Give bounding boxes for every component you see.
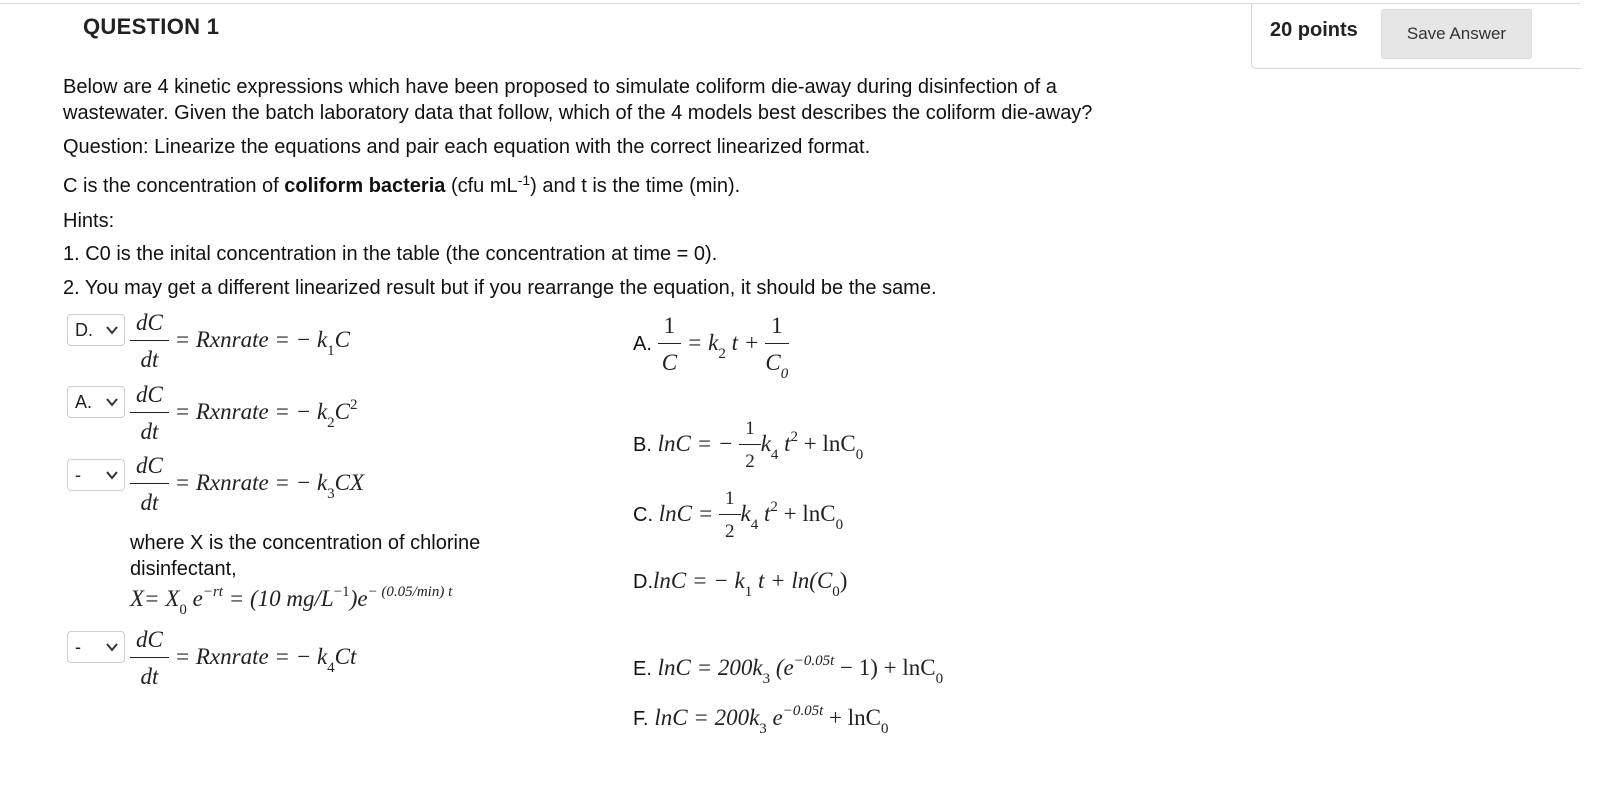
- intro-line-1: Below are 4 kinetic expressions which have been proposed to simulate coliform die-away during disinfection of a: [63, 76, 1057, 98]
- question-title: QUESTION 1: [83, 14, 220, 39]
- denominator: 2: [745, 451, 755, 472]
- where-line-2: disinfectant,: [130, 558, 237, 580]
- answer-option-f: [633, 703, 889, 737]
- dt-denominator: dt: [140, 664, 159, 689]
- dc-numerator: dC: [130, 310, 169, 341]
- k-subscript: 2: [718, 345, 726, 362]
- denominator: C: [661, 350, 678, 375]
- hint-1: 1. C0 is the inital concentration in the table (the concentration at time = 0).: [63, 243, 718, 265]
- rate-tail: C: [334, 398, 351, 424]
- d-eq: lnC = − k: [653, 568, 745, 593]
- option-label: E.: [633, 658, 652, 680]
- k-subscript: 4: [750, 516, 759, 533]
- e-eq: lnC = 200k: [657, 655, 763, 680]
- x-exponent: −rt: [202, 584, 223, 600]
- c0-subscript: 0: [835, 516, 844, 533]
- chevron-down-icon: [105, 640, 119, 654]
- chlorine-decay-equation: [130, 584, 453, 618]
- c0-subscript: 0: [780, 366, 789, 382]
- x-eq-c: )e: [349, 586, 368, 611]
- numerator: 1: [719, 488, 741, 515]
- b-lhs: lnC = −: [657, 430, 734, 456]
- rate-tail: Ct: [334, 643, 357, 669]
- a-mid: = k: [686, 329, 719, 355]
- hint-2: 2. You may get a different linearized result but if you rearrange the equation, it should be the same.: [63, 277, 937, 299]
- option-label: A.: [633, 332, 652, 355]
- rate-exponent: 2: [350, 396, 358, 413]
- a-t: t +: [725, 329, 760, 355]
- c-lhs: lnC =: [658, 500, 714, 526]
- k-subscript: 4: [327, 659, 335, 676]
- conc-bold-term: coliform bacteria: [284, 175, 446, 197]
- answer-option-a: A. $\frac{1}{C}$ = $k_2$ t + $\frac{1}{C_0}$: [633, 313, 789, 382]
- c-tail: + lnC: [777, 500, 836, 526]
- c-t: t: [758, 500, 771, 526]
- rate-equation-1: [130, 310, 350, 373]
- conc-text-pre: C is the concentration of: [63, 175, 285, 197]
- x-exp-base: e: [186, 586, 203, 611]
- match-select-4[interactable]: [67, 631, 125, 663]
- option-label: D.: [633, 571, 653, 593]
- conc-unit-exponent: -1: [517, 172, 531, 188]
- answer-option-d: [633, 568, 848, 600]
- match-select-2[interactable]: [67, 386, 125, 418]
- select-value: A.: [75, 391, 93, 412]
- rxnrate-expression: = Rxnrate = − k: [174, 398, 328, 424]
- answer-option-e: [633, 653, 944, 687]
- option-label: B.: [633, 433, 652, 456]
- d-tail: t + ln(C: [752, 568, 833, 593]
- k-subscript: 3: [327, 485, 335, 502]
- f-tail: + lnC: [823, 705, 881, 730]
- rate-tail: CX: [334, 469, 365, 495]
- select-value: -: [75, 636, 81, 657]
- answer-option-b: [633, 418, 863, 473]
- e-mid: (e: [770, 655, 794, 680]
- t-exponent: 2: [790, 428, 799, 445]
- dt-denominator: dt: [140, 490, 159, 515]
- k-subscript: 1: [744, 584, 753, 600]
- k-subscript: 4: [770, 446, 779, 463]
- e-exponent: −0.05t: [793, 653, 835, 669]
- k-subscript: 2: [327, 414, 335, 431]
- x-subscript: 0: [179, 602, 187, 618]
- rxnrate-expression: = Rxnrate = − k: [174, 643, 328, 669]
- c-k: k: [740, 500, 751, 526]
- t-exponent: 2: [770, 498, 778, 515]
- option-label: C.: [633, 503, 653, 526]
- c0-base: C: [765, 350, 781, 375]
- chevron-down-icon: [105, 468, 119, 482]
- e-tail: − 1) + lnC: [834, 655, 936, 680]
- concentration-definition: [63, 173, 740, 199]
- x-eq-a: X= X: [130, 586, 180, 611]
- dc-numerator: dC: [130, 382, 169, 413]
- dt-denominator: dt: [140, 419, 159, 444]
- k-subscript: 3: [759, 721, 767, 737]
- rate-tail: C: [334, 326, 351, 352]
- k-subscript: 3: [762, 671, 771, 687]
- rxnrate-expression: = Rxnrate = − k: [174, 469, 328, 495]
- decay-exponent: − (0.05/min) t: [367, 584, 453, 600]
- match-select-3[interactable]: [67, 459, 125, 491]
- b-k: k: [760, 430, 771, 456]
- option-label: F.: [633, 708, 649, 730]
- conc-text-post: ) and t is the time (min).: [530, 175, 741, 197]
- d-end: ): [839, 568, 848, 593]
- c0-subscript: 0: [832, 584, 840, 600]
- conc-unit: (cfu mL: [445, 175, 518, 197]
- c0-subscript: 0: [855, 446, 864, 463]
- numerator: 1: [658, 313, 682, 344]
- chevron-down-icon: [105, 323, 119, 337]
- dt-denominator: dt: [140, 347, 159, 372]
- f-exponent: −0.05t: [782, 703, 824, 719]
- c0-subscript: 0: [881, 721, 889, 737]
- rate-equation-4: [130, 627, 356, 690]
- x-eq-b: = (10 mg/L: [222, 586, 334, 611]
- b-t: t: [778, 430, 791, 456]
- b-tail: + lnC: [798, 430, 856, 456]
- dc-numerator: dC: [130, 453, 169, 484]
- points-value: 20 points: [1270, 19, 1358, 41]
- k-subscript: 1: [327, 342, 335, 359]
- f-eq: lnC = 200k: [654, 705, 760, 730]
- where-line-1: where X is the concentration of chlorine: [130, 532, 481, 554]
- save-answer-button[interactable]: Save Answer: [1381, 9, 1532, 59]
- answer-option-c: [633, 488, 843, 543]
- numerator: 1: [739, 418, 761, 445]
- f-mid: e: [766, 705, 783, 730]
- unit-exponent: −1: [333, 584, 350, 600]
- rxnrate-expression: = Rxnrate = − k: [174, 326, 328, 352]
- rate-equation-3: [130, 453, 364, 516]
- hints-title: Hints:: [63, 210, 115, 232]
- denominator: 2: [725, 521, 735, 542]
- dc-numerator: dC: [130, 627, 169, 658]
- select-value: D.: [75, 319, 93, 340]
- match-select-1[interactable]: [67, 314, 125, 346]
- intro-line-2: wastewater. Given the batch laboratory data that follow, which of the 4 models best describes the coliform die-away?: [63, 102, 1093, 124]
- c0-subscript: 0: [935, 671, 944, 687]
- chevron-down-icon: [105, 395, 119, 409]
- select-value: -: [75, 464, 81, 485]
- rate-equation-2: [130, 382, 358, 445]
- instruction-line: Question: Linearize the equations and pair each equation with the correct linearized format.: [63, 136, 871, 158]
